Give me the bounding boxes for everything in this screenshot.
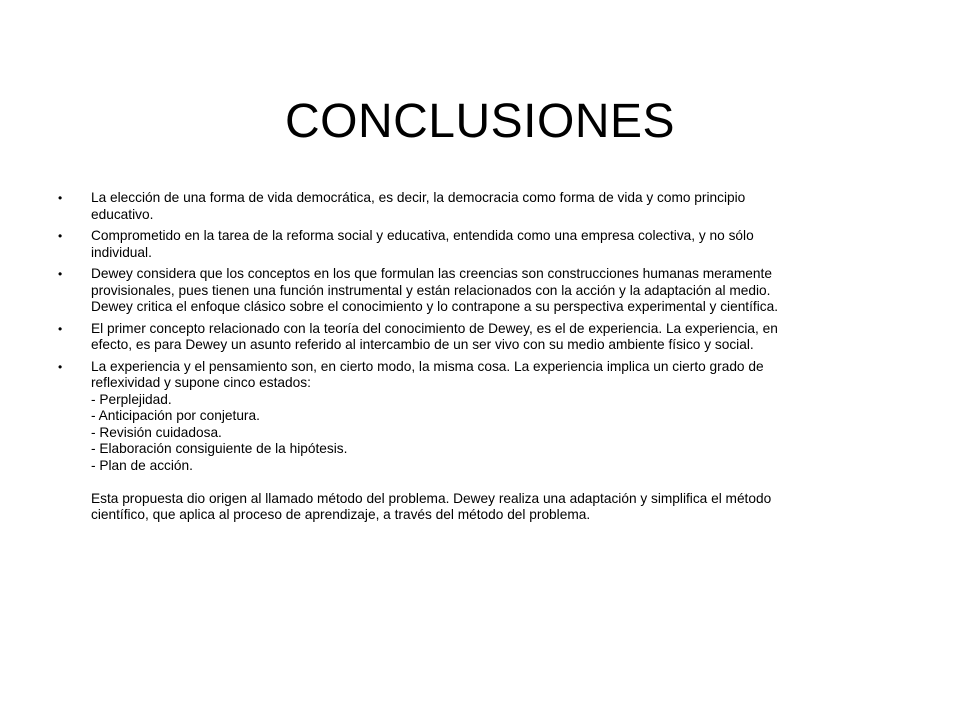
bullet-text-line: efecto, es para Dewey un asunto referido al intercambio de un ser vivo con su medio ambiente físico y social.	[91, 337, 754, 352]
bullet-list	[58, 190, 902, 529]
bullet-text-line: individual.	[91, 244, 152, 260]
bullet-text-line: Comprometido en la tarea de la reforma social y educativa, entendida como una empresa colectiva, y no sólo	[91, 228, 754, 243]
bullet-marker: •	[58, 191, 63, 205]
bullet-marker: •	[58, 267, 63, 281]
bullet-text-line: educativo.	[91, 206, 154, 222]
bullet-text-line: provisionales, pues tienen una función instrumental y están relacionados con la acción y la adaptación al medio.	[91, 282, 771, 298]
bullet-item	[58, 359, 902, 524]
bullet-text-line: Dewey critica el enfoque clásico sobre el conocimiento y lo contrapone a su perspectiva experimental y científica.	[91, 299, 779, 314]
bullet-text-line: - Plan de acción.	[91, 457, 193, 473]
bullet-item	[58, 190, 902, 223]
bullet-marker: •	[58, 229, 63, 243]
bullet-text-line: científico, que aplica al proceso de aprendizaje, a través del método del problema.	[91, 507, 591, 522]
bullet-text-line: Dewey considera que los conceptos en los que formulan las creencias son construcciones humanas meramente	[91, 266, 772, 281]
bullet-text-line	[91, 474, 902, 491]
bullet-text-line: La experiencia y el pensamiento son, en cierto modo, la misma cosa. La experiencia implica un cierto grado de	[91, 358, 764, 374]
bullet-marker: •	[58, 321, 63, 336]
bullet-text-line: La elección de una forma de vida democrática, es decir, la democracia como forma de vida y como principio	[91, 190, 746, 205]
bullet-text-line: Esta propuesta dio origen al llamado método del problema. Dewey realiza una adaptación y simplifica el método	[91, 490, 772, 506]
bullet-item	[58, 266, 902, 316]
bullet-item	[58, 228, 902, 261]
bullet-text-line: - Anticipación por conjetura.	[91, 408, 260, 423]
bullet-text-line: - Elaboración consiguiente de la hipótesis.	[91, 441, 348, 456]
bullet-text-line: - Revisión cuidadosa.	[91, 424, 222, 440]
slide-title: CONCLUSIONES	[284, 95, 676, 149]
bullet-text-line: - Perplejidad.	[91, 391, 172, 407]
bullet-item	[58, 321, 902, 354]
bullet-text-line: reflexividad y supone cinco estados:	[91, 375, 311, 390]
bullet-marker: •	[58, 359, 63, 374]
bullet-text-line: El primer concepto relacionado con la teoría del conocimiento de Dewey, es el de experiencia. La experiencia, en	[91, 320, 778, 336]
